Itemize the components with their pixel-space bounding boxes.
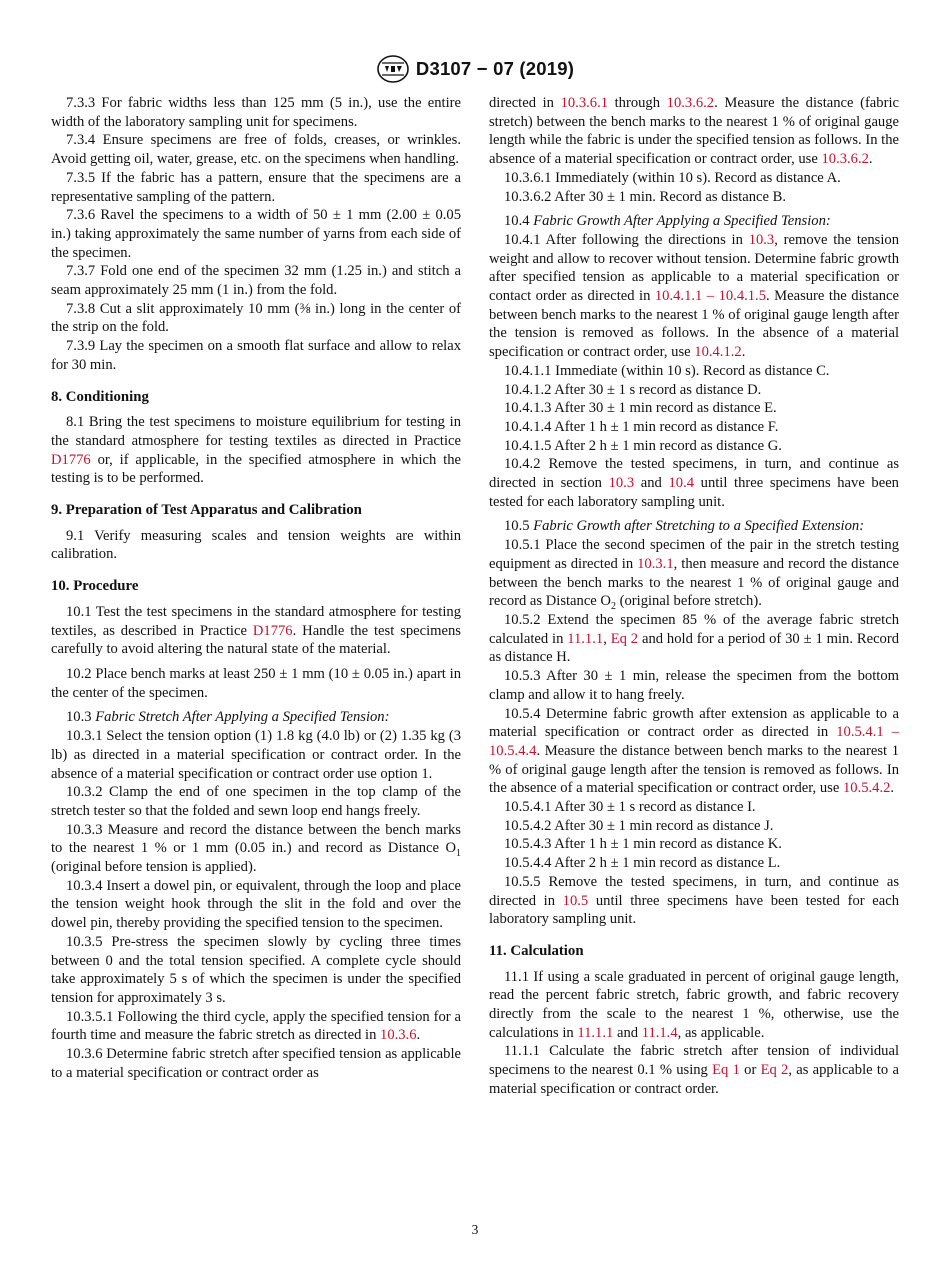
- paragraph-10-2: 10.2 Place bench marks at least 250 ± 1 mm (10 ± 0.05 in.) apart in the center of the specimen.: [51, 665, 461, 701]
- paragraph-10-5-4: 10.5.4 Determine fabric growth after extension as applicable to a material specification or contract order as directed in 10.5.4.1 – 10.5.4.4. Measure the distance between bench marks to the nearest 1 % of original gauge length after the tension is removed as follows. In the absence of a material specification or contract order, use 10.5.4.2.: [489, 705, 900, 797]
- link-10-4-1-1-range[interactable]: 10.4.1.1 – 10.4.1.5: [654, 288, 767, 305]
- paragraph-10-3-3: 10.3.3 Measure and record the distance between the bench marks to the nearest 1 % or 1 mm (0.05 in.) and record as Distance $O_1$ (original before tension is applied).: [51, 821, 461, 876]
- paragraph-7-3-8: 7.3.8 Cut a slit approximately 10 mm (⅜ in.) long in the center of the strip on the fold.: [51, 300, 461, 336]
- document-id: D3107 − 07 (2019): [415, 58, 575, 79]
- right-column: [489, 94, 899, 1099]
- paragraph-10-4-1-1: 10.4.1.1 Immediate (within 10 s). Record as distance C.: [504, 362, 830, 379]
- section-heading-preparation: 9. Preparation of Test Apparatus and Calibration: [51, 502, 362, 519]
- paragraph-10-3-6-2: 10.3.6.2 After 30 ± 1 min. Record as distance B.: [504, 188, 786, 205]
- link-d1776[interactable]: D1776: [51, 451, 91, 468]
- paragraph-10-5-3: 10.5.3 After 30 ± 1 min, release the specimen from the bottom clamp and allow it to hang freely.: [489, 668, 899, 703]
- paragraph-10-5: 10.5 Fabric Growth after Stretching to a Specified Extension:: [504, 518, 865, 535]
- link-eq-2[interactable]: Eq 2: [760, 1062, 789, 1079]
- paragraph-10-5-4-4: 10.5.4.4 After 2 h ± 1 min record as distance L.: [504, 855, 781, 872]
- paragraph-11-1: 11.1 If using a scale graduated in percent of original gauge length, read the percent fabric stretch, fabric growth, and fabric recovery directly from the scale to the nearest 1 %, otherwise, use the calculations in 11.1.1 and 11.1.4, as applicable.: [489, 968, 899, 1041]
- paragraph-10-5-4-2: 10.5.4.2 After 30 ± 1 min record as distance J.: [504, 817, 774, 834]
- paragraph-10-3-6: 10.3.6 Determine fabric stretch after specified tension as applicable to a material specification or contract order as: [51, 1046, 461, 1081]
- paragraph-7-3-7: 7.3.7 Fold one end of the specimen 32 mm (1.25 in.) and stitch a seam approximately 25 mm (1 in.) from the fold.: [51, 263, 461, 299]
- page-header: [0, 54, 950, 84]
- link-10-3-6[interactable]: 10.3.6: [380, 1027, 417, 1044]
- paragraph-8-1: 8.1 Bring the test specimens to moisture equilibrium for testing in the standard atmosphere for testing textiles as directed in Practice D1776 or, if applicable, in the specified atmosphere in which the testing is to be performed.: [51, 414, 461, 487]
- paragraph-7-3-5: 7.3.5 If the fabric has a pattern, ensure that the specimens are a representative sampling of the pattern.: [51, 169, 461, 205]
- paragraph-10-4: 10.4 Fabric Growth After Applying a Specified Tension:: [504, 213, 831, 230]
- paragraph-10-3: 10.3 Fabric Stretch After Applying a Specified Tension:: [66, 709, 390, 726]
- link-10-5-4-1-range[interactable]: 10.5.4.1 – 10.5.4.4: [489, 724, 900, 759]
- paragraph-10-5-1: 10.5.1 Place the second specimen of the pair in the stretch testing equipment as directed in 10.3.1, then measure and record the distance between the bench marks to the nearest 1 % of original gauge and record as Distance $O_2$ (original before stretch).: [489, 537, 899, 613]
- paragraph-10-4-1-4: 10.4.1.4 After 1 h ± 1 min record as distance F.: [504, 418, 779, 435]
- link-11-1-1[interactable]: 11.1.1: [567, 630, 604, 647]
- paragraph-7-3-3: 7.3.3 For fabric widths less than 125 mm (5 in.), use the entire width of the laboratory sampling unit for specimens.: [51, 95, 461, 130]
- paragraph-7-3-4: 7.3.4 Ensure specimens are free of folds, creases, or wrinkles. Avoid getting oil, water, grease, etc. on the specimens when handling.: [51, 132, 461, 168]
- left-column: [51, 94, 461, 1082]
- link-10-3-1[interactable]: 10.3.1: [637, 555, 674, 572]
- section-heading-conditioning: 8. Conditioning: [51, 388, 149, 405]
- paragraph-10-5-4-3: 10.5.4.3 After 1 h ± 1 min record as distance K.: [504, 836, 782, 853]
- page-number: 3: [471, 1222, 479, 1237]
- link-10-4-1-2[interactable]: 10.4.1.2: [694, 344, 742, 361]
- paragraph-10-4-1: 10.4.1 After following the directions in 10.3, remove the tension weight and allow to recover without tension. Determine fabric growth after specified tension as applicable to a material specification or contact order as directed in 10.4.1.1 – 10.4.1.5. Measure the distance between bench marks to the nearest 1 % of original gauge length after the tension is removed as follows. In the absence of a material specification or contract order, use 10.4.1.2.: [489, 231, 900, 361]
- paragraph-10-4-1-3: 10.4.1.3 After 30 ± 1 min record as distance E.: [504, 400, 777, 417]
- link-10-3[interactable]: 10.3: [608, 475, 635, 492]
- link-10-3-6-1[interactable]: 10.3.6.1: [560, 95, 609, 111]
- paragraph-10-3-2: 10.3.2 Clamp the end of one specimen in the top clamp of the stretch tester so that the folded and sewn loop end hangs freely.: [51, 784, 461, 819]
- link-10-4[interactable]: 10.4: [668, 475, 695, 492]
- link-eq-2[interactable]: Eq 2: [610, 630, 639, 647]
- link-eq-1[interactable]: Eq 1: [712, 1062, 740, 1079]
- link-10-3-6-2[interactable]: 10.3.6.2: [821, 151, 869, 168]
- paragraph-11-1-1: 11.1.1 Calculate the fabric stretch after tension of individual specimens to the nearest 0.1 % using Eq 1 or Eq 2, as applicable to a material specification or contract order.: [489, 1043, 899, 1097]
- link-10-5-4-2[interactable]: 10.5.4.2: [842, 780, 891, 797]
- link-11-1-4[interactable]: 11.1.4: [641, 1024, 678, 1041]
- astm-logo-icon: [376, 54, 410, 84]
- paragraph-7-3-9: 7.3.9 Lay the specimen on a smooth flat surface and allow to relax for 30 min.: [51, 338, 461, 373]
- link-10-3[interactable]: 10.3: [748, 231, 775, 248]
- link-10-3-6-2[interactable]: 10.3.6.2: [666, 95, 715, 111]
- paragraph-9-1: 9.1 Verify measuring scales and tension weights are within calibration.: [51, 527, 461, 563]
- paragraph-10-5-5: 10.5.5 Remove the tested specimens, in turn, and continue as directed in 10.5 until three specimens have been tested for each laboratory sampling unit.: [489, 873, 899, 928]
- paragraph-10-3-5: 10.3.5 Pre-stress the specimen slowly by cycling three times between 0 and the total tension specified. A complete cycle should take approximately 5 s of which the specimen is under the specified tension for approximately 3 s.: [51, 933, 461, 1006]
- section-heading-procedure: 10. Procedure: [51, 578, 139, 595]
- paragraph-10-3-6-1: 10.3.6.1 Immediately (within 10 s). Record as distance A.: [504, 169, 841, 186]
- paragraph-10-3-1: 10.3.1 Select the tension option (1) 1.8 kg (4.0 lb) or (2) 1.35 kg (3 lb) as directed in a material specification or contract order. In the absence of a material specification or contract order use option 1.: [51, 728, 461, 782]
- paragraph-10-4-1-5: 10.4.1.5 After 2 h ± 1 min record as distance G.: [504, 437, 782, 454]
- link-10-5[interactable]: 10.5: [562, 892, 589, 909]
- paragraph-10-5-4-1: 10.5.4.1 After 30 ± 1 s record as distance I.: [504, 799, 756, 816]
- paragraph-10-3-4: 10.3.4 Insert a dowel pin, or equivalent, through the loop and place the tension weight hook through the slit in the fold and over the dowel pin, thereby providing the specified tension to the specimen.: [51, 877, 461, 932]
- link-11-1-1[interactable]: 11.1.1: [577, 1024, 614, 1041]
- paragraph-10-5-2: 10.5.2 Extend the specimen 85 % of the average fabric stretch calculated in 11.1.1, Eq 2 and hold for a period of 30 ± 1 min. Record as distance H.: [489, 611, 900, 666]
- paragraph-10-4-1-2: 10.4.1.2 After 30 ± 1 s record as distance D.: [504, 381, 762, 398]
- paragraph-10-1: 10.1 Test the test specimens in the standard atmosphere for testing textiles, as described in Practice D1776. Handle the test specimens carefully to avoid altering the natural state of the material.: [51, 603, 461, 658]
- paragraph-10-3-5-1: 10.3.5.1 Following the third cycle, apply the specified tension for a fourth time and measure the fabric stretch as directed in 10.3.6.: [51, 1008, 461, 1044]
- paragraph-10-4-2: 10.4.2 Remove the tested specimens, in turn, and continue as directed in section 10.3 and 10.4 until three specimens have been tested for each laboratory sampling unit.: [489, 456, 899, 510]
- paragraph-10-3-6-continued: directed in 10.3.6.1 through 10.3.6.2. Measure the distance (fabric stretch) between the bench marks to the nearest 1 % of original gauge length while the fabric is under the specified tension as follows. In the absence of a material specification or contract order, use 10.3.6.2.: [489, 95, 899, 168]
- section-heading-calculation: 11. Calculation: [489, 942, 584, 959]
- link-d1776[interactable]: D1776: [252, 622, 293, 639]
- paragraph-7-3-6: 7.3.6 Ravel the specimens to a width of 50 ± 1 mm (2.00 ± 0.05 in.) taking approximately the same number of yarns from each side of the specimen.: [51, 207, 461, 261]
